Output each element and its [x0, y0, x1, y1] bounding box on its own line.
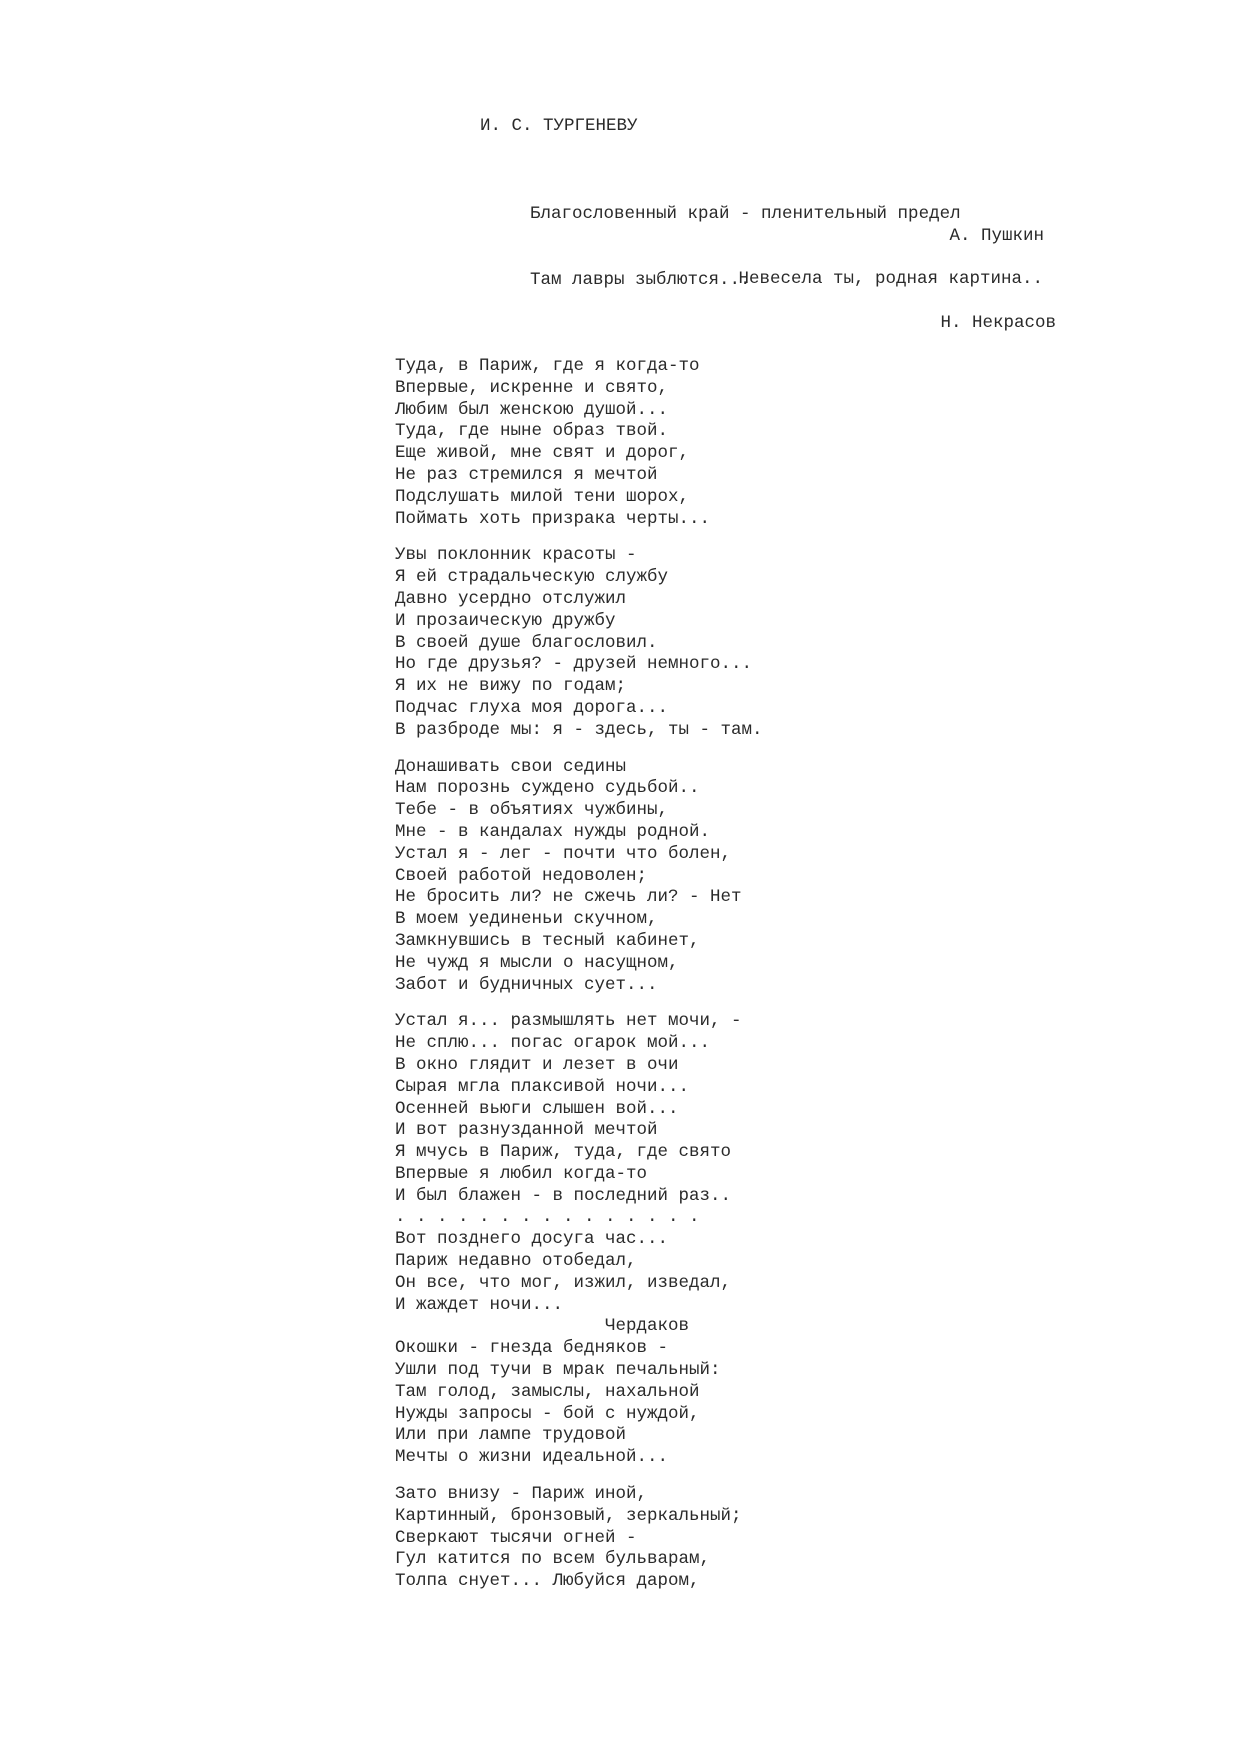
poem-line: Зато внизу - Париж иной,: [395, 1484, 648, 1505]
poem-line: Подчас глуха моя дорога...: [395, 697, 669, 718]
poem-line: Толпа снует... Любуйся даром,: [395, 1571, 700, 1592]
poem-line: И вот разнузданной мечтой: [395, 1120, 658, 1141]
poem-line: Туда, где ныне образ твой.: [395, 421, 669, 442]
poem-line: Окошки - гнезда бедняков -: [395, 1338, 669, 1359]
poem-body: [395, 356, 1175, 1593]
poem-line: Подслушать милой тени шорох,: [395, 486, 690, 507]
poem-line: В окно глядит и лезет в очи: [395, 1054, 679, 1075]
poem-line: В своей душе благословил.: [395, 632, 658, 653]
poem-line: Ушли под тучи в мрак печальный:: [395, 1360, 721, 1381]
poem-line: . . . . . . . . . . . . . . .: [395, 1207, 700, 1228]
stanza-gap: [395, 996, 1175, 1011]
poem-line: И был блажен - в последний раз..: [395, 1185, 732, 1206]
poem-line: Я их не вижу по годам;: [395, 676, 627, 697]
poem-line: Своей работой недоволен;: [395, 865, 648, 886]
poem-line: Или при лампе трудовой: [395, 1425, 627, 1446]
poem-line: Еще живой, мне свят и дорог,: [395, 443, 690, 464]
poem-line: Я ей страдальческую службу: [395, 567, 669, 588]
stanza-gap: [395, 530, 1175, 545]
poem-line: Устал я... размышлять нет мочи, -: [395, 1011, 742, 1032]
poem-line: Впервые я любил когда-то: [395, 1163, 648, 1184]
epigraph-author-nekrasov: Н. Некрасов: [940, 313, 1056, 333]
poem-line: В моем уединеньи скучном,: [395, 909, 658, 930]
poem-line: Мне - в кандалах нужды родной.: [395, 821, 711, 842]
poem-line: Париж недавно отобедал,: [395, 1251, 637, 1272]
poem-line: Туда, в Париж, где я когда-то: [395, 356, 700, 376]
poem-line: Не бросить ли? не сжечь ли? - Нет: [395, 887, 742, 908]
poem-line: Там голод, замыслы, нахальной: [395, 1381, 700, 1402]
poem-line: Впервые, искренне и свято,: [395, 377, 669, 398]
poem-line: Мечты о жизни идеальной...: [395, 1447, 669, 1468]
poem-line: Картинный, бронзовый, зеркальный;: [395, 1505, 742, 1526]
poem-line: Нам порознь суждено судьбой..: [395, 778, 700, 799]
poem-line: Забот и будничных сует...: [395, 974, 658, 995]
poem-line: Я мчусь в Париж, туда, где свято: [395, 1142, 732, 1163]
poem-title: И. С. ТУРГЕНЕВУ: [480, 116, 638, 136]
poem-line: Сверкают тысячи огней -: [395, 1527, 637, 1548]
poem-line: В разброде мы: я - здесь, ты - там.: [395, 719, 763, 740]
poem-line: И прозаическую дружбу: [395, 610, 616, 631]
poem-line: Давно усердно отслужил: [395, 588, 627, 609]
poem-line: Не сплю... погас огарок мой...: [395, 1033, 711, 1054]
poem-line: Замкнувшись в тесный кабинет,: [395, 930, 700, 951]
stanza-gap: [395, 742, 1175, 757]
poem-line: Поймать хоть призрака черты...: [395, 508, 711, 529]
poem-line: Устал я - лег - почти что болен,: [395, 843, 732, 864]
poem-line: Сырая мгла плаксивой ночи...: [395, 1076, 690, 1097]
poem-line: Нужды запросы - бой с нуждой,: [395, 1403, 700, 1424]
poem-line: Не чужд я мысли о насущном,: [395, 952, 679, 973]
poem-line: Тебе - в объятиях чужбины,: [395, 800, 669, 821]
epigraph-author-pushkin: А. Пушкин: [949, 226, 1044, 246]
poem-line: Но где друзья? - друзей немного...: [395, 654, 753, 675]
poem-line: Он все, что мог, изжил, изведал,: [395, 1272, 732, 1293]
stanza-gap: [395, 1469, 1175, 1484]
epigraph-line: Там лавры зыблются...: [530, 270, 751, 290]
poem-line: И жаждет ночи...: [395, 1294, 564, 1315]
poem-line: Донашивать свои седины: [395, 756, 627, 777]
epigraph-line: Благословенный край - пленительный предел: [530, 204, 961, 224]
poem-line: Любим был женскою душой...: [395, 399, 669, 420]
section-subhead: Чердаков: [605, 1316, 690, 1337]
epigraph-nekrasov: Невесела ты, родная картина..: [738, 269, 1043, 289]
poem-line: Гул катится по всем бульварам,: [395, 1549, 711, 1570]
poem-line: Не раз стремился я мечтой: [395, 464, 658, 485]
poem-line: Вот позднего досуга час...: [395, 1229, 669, 1250]
poem-line: Осенней вьюги слышен вой...: [395, 1098, 679, 1119]
poem-line: Увы поклонник красоты -: [395, 545, 637, 566]
